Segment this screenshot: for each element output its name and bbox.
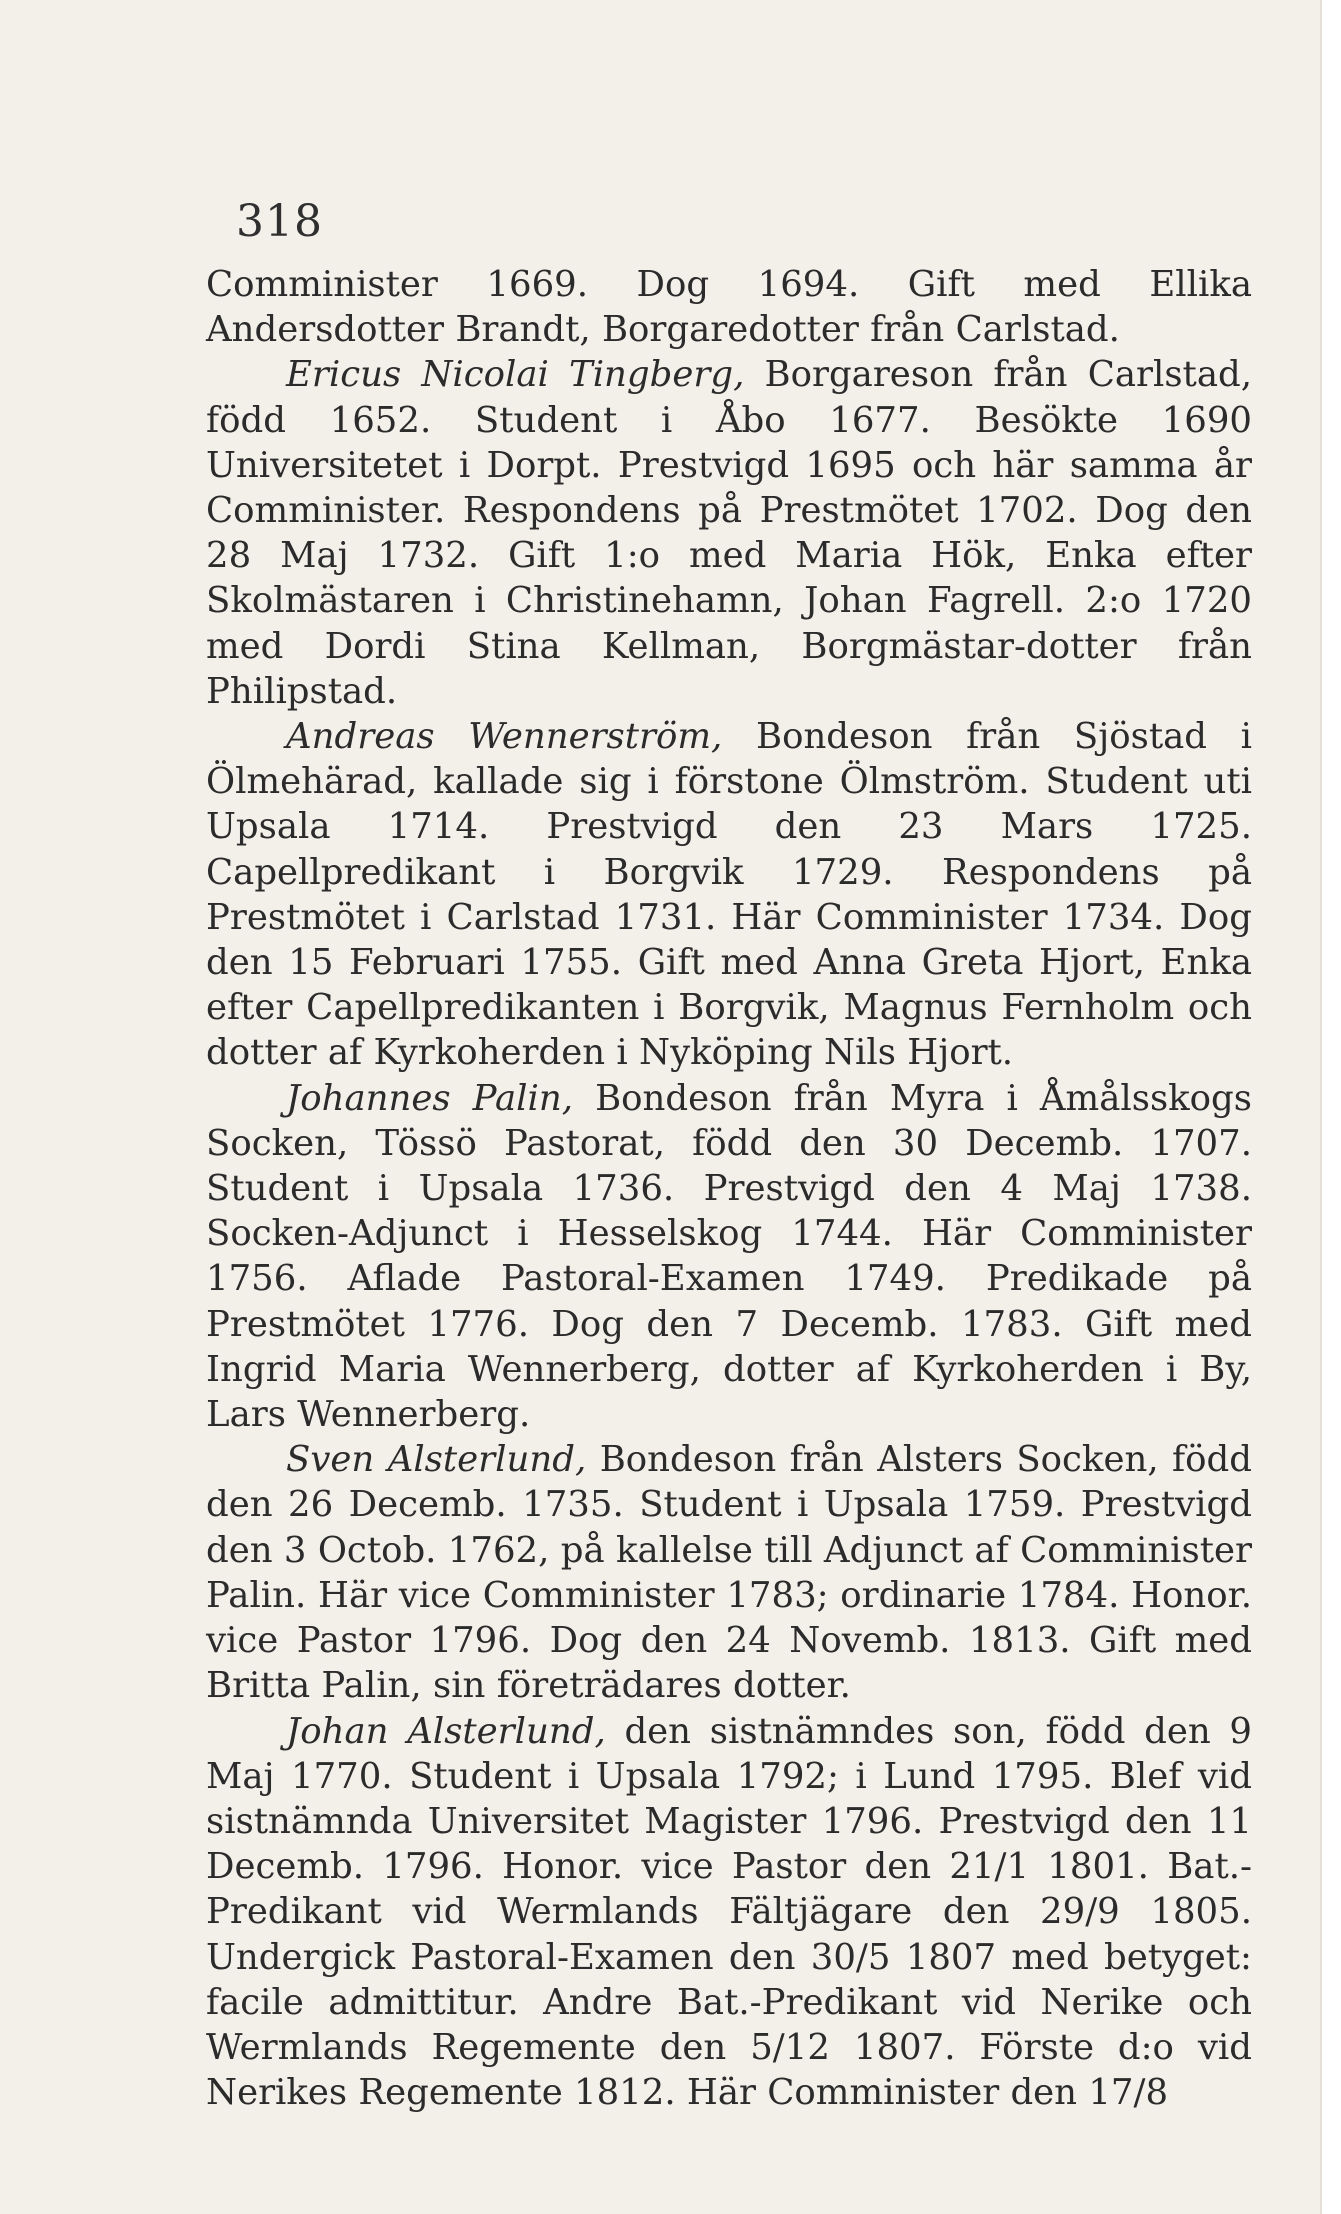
paragraph-entry — [206, 1076, 1252, 1438]
paragraph-text: Bondeson från Myra i Åmålsskogs Socken, Tössö Pastorat, född den 30 Decemb. 1707. Student i Upsala 1736. Prestvigd den 4 Maj 1738. Socken-Adjunct i Hesselskog 1744. Här Comminister 1756. Aflade Pastoral-Examen 1749. Predikade på Prestmötet 1776. Dog den 7 Decemb. 1783. Gift med Ingrid Maria Wennerberg, dotter af Kyrkoherden i By, Lars Wennerberg. — [206, 1077, 1253, 1436]
person-name: Andreas Wennerström, — [286, 716, 723, 758]
paragraph-entry — [206, 714, 1252, 1076]
paragraph-text: Bondeson från Sjöstad i Ölmehärad, kallade sig i förstone Ölmström. Student uti Upsala 1714. Prestvigd den 23 Mars 1725. Capellpredikant i Borgvik 1729. Respondens på Prestmötet i Carlstad 1731. Här Comminister 1734. Dog den 15 Februari 1755. Gift med Anna Greta Hjort, Enka efter Capellpredikanten i Borgvik, Magnus Fernholm och dotter af Kyrkoherden i Nyköping Nils Hjort. — [206, 716, 1253, 1074]
paragraph-text: Borgareson från Carlstad, född 1652. Student i Åbo 1677. Besökte 1690 Universitetet i Dorpt. Prestvigd 1695 och här samma år Comminister. Respondens på Prestmötet 1702. Dog den 28 Maj 1732. Gift 1:o med Maria Hök, Enka efter Skolmästaren i Christinehamn, Johan Fagrell. 2:o 1720 med Dordi Stina Kellman, Borgmästar-dotter från Philipstad. — [206, 354, 1252, 712]
person-name: Ericus Nicolai Tingberg, — [286, 354, 745, 396]
person-name: Johannes Palin, — [286, 1077, 573, 1119]
paragraph-entry — [206, 352, 1252, 714]
paragraph-entry — [206, 1709, 1252, 2116]
page-number: 318 — [236, 196, 323, 247]
paragraph-text: den sistnämndes son, född den 9 Maj 1770. Student i Upsala 1792; i Lund 1795. Blef vid sistnämnda Universitet Magister 1796. Prestvigd den 11 Decemb. 1796. Honor. vice Pastor den 21/1 1801. Bat.-Predikant vid Wermlands Fältjägare den 29/9 1805. Undergick Pastoral-Examen den 30/5 1807 med betyget: facile admittitur. Andre Bat.-Predikant vid Nerike och Wermlands Regemente den 5/12 1807. Förste d:o vid Nerikes Regemente 1812. Här Comminister den 17/8 — [206, 1710, 1253, 2114]
person-name: Sven Alsterlund, — [286, 1439, 587, 1481]
paragraph-text: Comminister 1669. Dog 1694. Gift med Ellika Andersdotter Brandt, Borgaredotter från Carlstad. — [206, 264, 1252, 351]
paragraph-continuation — [206, 262, 1252, 352]
person-name: Johan Alsterlund, — [286, 1710, 606, 1752]
text-body — [206, 262, 1252, 2115]
paragraph-text: Bondeson från Alsters Socken, född den 26 Decemb. 1735. Student i Upsala 1759. Prestvigd den 3 Octob. 1762, på kallelse till Adjunct af Comminister Palin. Här vice Comminister 1783; ordinarie 1784. Honor. vice Pastor 1796. Dog den 24 Novemb. 1813. Gift med Britta Palin, sin företrädares dotter. — [206, 1439, 1253, 1707]
paragraph-entry — [206, 1437, 1252, 1708]
